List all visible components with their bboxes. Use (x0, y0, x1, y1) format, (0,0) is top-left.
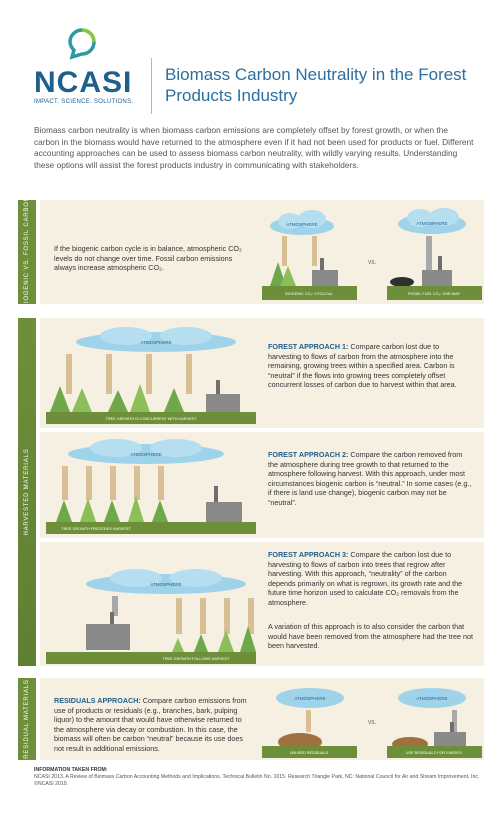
approach-2-illustration (46, 436, 256, 536)
side-label-biogenic (18, 196, 36, 308)
arrow-icon (200, 598, 206, 634)
atmosphere-label: ATMOSPHERE (140, 340, 172, 345)
tree-icon (128, 496, 144, 522)
header-divider (151, 58, 152, 114)
caption-residuals-energy: USE RESIDUALS FOR ENERGY (405, 751, 463, 755)
arrow-icon (110, 466, 116, 500)
atmosphere-label: ATMOSPHERE (294, 696, 326, 701)
caption-unused-residuals: UNUSED RESIDUALS (289, 751, 329, 755)
approach-3-variation: A variation of this approach is to also consider the carbon that would have been removed from the atmosphere had the tree not been harvested. (268, 622, 473, 651)
approach-3-illustration (46, 566, 256, 666)
approach-1-heading: FOREST APPROACH 1: (268, 342, 349, 351)
tree-icon (164, 388, 184, 412)
intro-paragraph: Biomass carbon neutrality is when biomass carbon emissions are completely offset by forest growth, or when the carbon in the biomass would have returned to the atmosphere even if it had not been used for products or fuel. Different accounting approaches can be used to assess biomass carbon neutrality, with wildly varying results. Understanding these options will assist the forest products industry in communicating with stakeholders. (34, 125, 474, 170)
residual-body: Compare carbon emissions from use of products or residuals (e.g., branches, bark, pulping liquor) to the amount that would have otherwise returned to the atmosphere via decay or combustion. In this case, the biomass will often be carbon “neutral” because its use does not result in additional emissions. (54, 696, 247, 753)
arrow-down-icon (282, 236, 287, 266)
vs-label: VS. (367, 260, 377, 266)
source-footer (34, 767, 484, 788)
caption-approach-2: TREE GROWTH PRECEDES HARVEST (61, 527, 131, 531)
arrow-icon (146, 354, 152, 394)
factory-icon (206, 502, 242, 522)
tree-icon (218, 630, 234, 652)
coal-pile-icon (390, 277, 414, 287)
logo-tagline: IMPACT. SCIENCE. SOLUTIONS. (34, 99, 134, 105)
approach-3-body: Compare the carbon lost due to harvesting to flows of carbon into trees that regrow after harvesting. With this approach, “neutrality” of the carbon depends primarily on what is regrown, its growth rate and the future time horizon used to calculate CO₂ removals from the atmosphere. (268, 550, 463, 607)
residual-heading: RESIDUALS APPROACH: (54, 696, 141, 705)
arrow-icon (158, 466, 164, 500)
atmosphere-label: ATMOSPHERE (416, 221, 448, 226)
caption-approach-3: TREE GROWTH FOLLOWS HARVEST (162, 657, 230, 661)
factory-icon (206, 394, 240, 412)
factory-icon (434, 732, 466, 746)
approach-1-text (268, 342, 473, 390)
caption-approach-1: TREE GROWTH IS CONCURRENT WITH HARVEST (105, 417, 197, 421)
caption-biogenic: BIOGENIC CO₂: CYCLICAL (285, 292, 333, 296)
page-title: Biomass Carbon Neutrality in the Forest Products Industry (165, 65, 467, 105)
tree-icon (152, 500, 168, 522)
atmosphere-label: ATMOSPHERE (130, 452, 162, 457)
arrow-icon (86, 466, 92, 500)
atmosphere-label: ATMOSPHERE (416, 696, 448, 701)
approach-2-heading: FOREST APPROACH 2: (268, 450, 349, 459)
tree-icon (72, 388, 92, 412)
arrow-up-icon (312, 236, 317, 266)
copyright: ©NCASI 2019. (34, 781, 69, 787)
tree-icon (104, 500, 120, 522)
arrow-icon (106, 354, 112, 394)
side-label-harvested (18, 318, 36, 666)
source-citation: NCASI 2013. A Review of Biomass Carbon Accounting Methods and Implications. Technical Bulletin No. 1015. Research Triangle Park, NC: National Council for Air and Stream Improvement, Inc. (34, 774, 480, 780)
approach-1-illustration (46, 324, 256, 426)
logo-wordmark: NCASI (34, 66, 133, 99)
caption-fossil: FOSSIL FUEL CO₂: ONE-WAY (407, 292, 461, 296)
arrow-icon (306, 710, 311, 732)
source-heading: INFORMATION TAKEN FROM: (34, 767, 108, 773)
side-label-residual (18, 678, 36, 760)
arrow-icon (248, 598, 254, 634)
approach-1-body: Compare carbon lost due to harvesting to flows of carbon from the atmosphere into the remaining, growing trees within a specified area. Carbon is “neutral” if the flows into growing trees completely offset concurrent losses of carbon due to harvest within that area. (268, 342, 457, 390)
arrow-up-icon (426, 236, 432, 272)
tree-icon (56, 500, 72, 522)
side-label-text: BIOGENIC VS. FOSSIL CARBON (24, 196, 30, 308)
arrow-icon (186, 354, 192, 394)
factory-icon (422, 270, 452, 286)
side-label-text: RESIDUAL MATERIALS (24, 679, 30, 759)
arrow-icon (224, 598, 230, 634)
biogenic-vs-fossil-illustration (262, 204, 482, 302)
side-label-text: HARVESTED MATERIALS (24, 448, 30, 536)
factory-icon (86, 624, 130, 650)
approach-2-body: Compare the carbon removed from the atmosphere during tree growth to that returned to the atmosphere following harvest. With this approach, under most circumstances biogenic carbon is “neutral.” In some cases (e.g., if there is land use change), biogenic carbon may not be “neutral”. (268, 450, 472, 507)
approach-3-heading: FOREST APPROACH 3: (268, 550, 349, 559)
arrow-icon (66, 354, 72, 394)
vs-label: VS. (367, 720, 377, 726)
residual-text (54, 696, 252, 754)
tree-icon (80, 498, 96, 522)
biogenic-text: If the biogenic carbon cycle is in balance, atmospheric CO₂ levels do not change over time. Fossil carbon emissions always increase atmospheric CO₂. (54, 244, 242, 273)
tree-icon (194, 634, 208, 652)
ncasi-leaf-logo-icon (64, 24, 102, 60)
approach-2-text (268, 450, 473, 508)
arrow-icon (62, 466, 68, 500)
atmosphere-label: ATMOSPHERE (286, 222, 318, 227)
residuals-illustration (262, 682, 482, 760)
arrow-icon (176, 598, 182, 634)
arrow-icon (134, 466, 140, 500)
approach-3-text (268, 550, 473, 608)
atmosphere-label: ATMOSPHERE (150, 582, 182, 587)
factory-icon (312, 270, 338, 286)
tree-icon (172, 638, 184, 652)
